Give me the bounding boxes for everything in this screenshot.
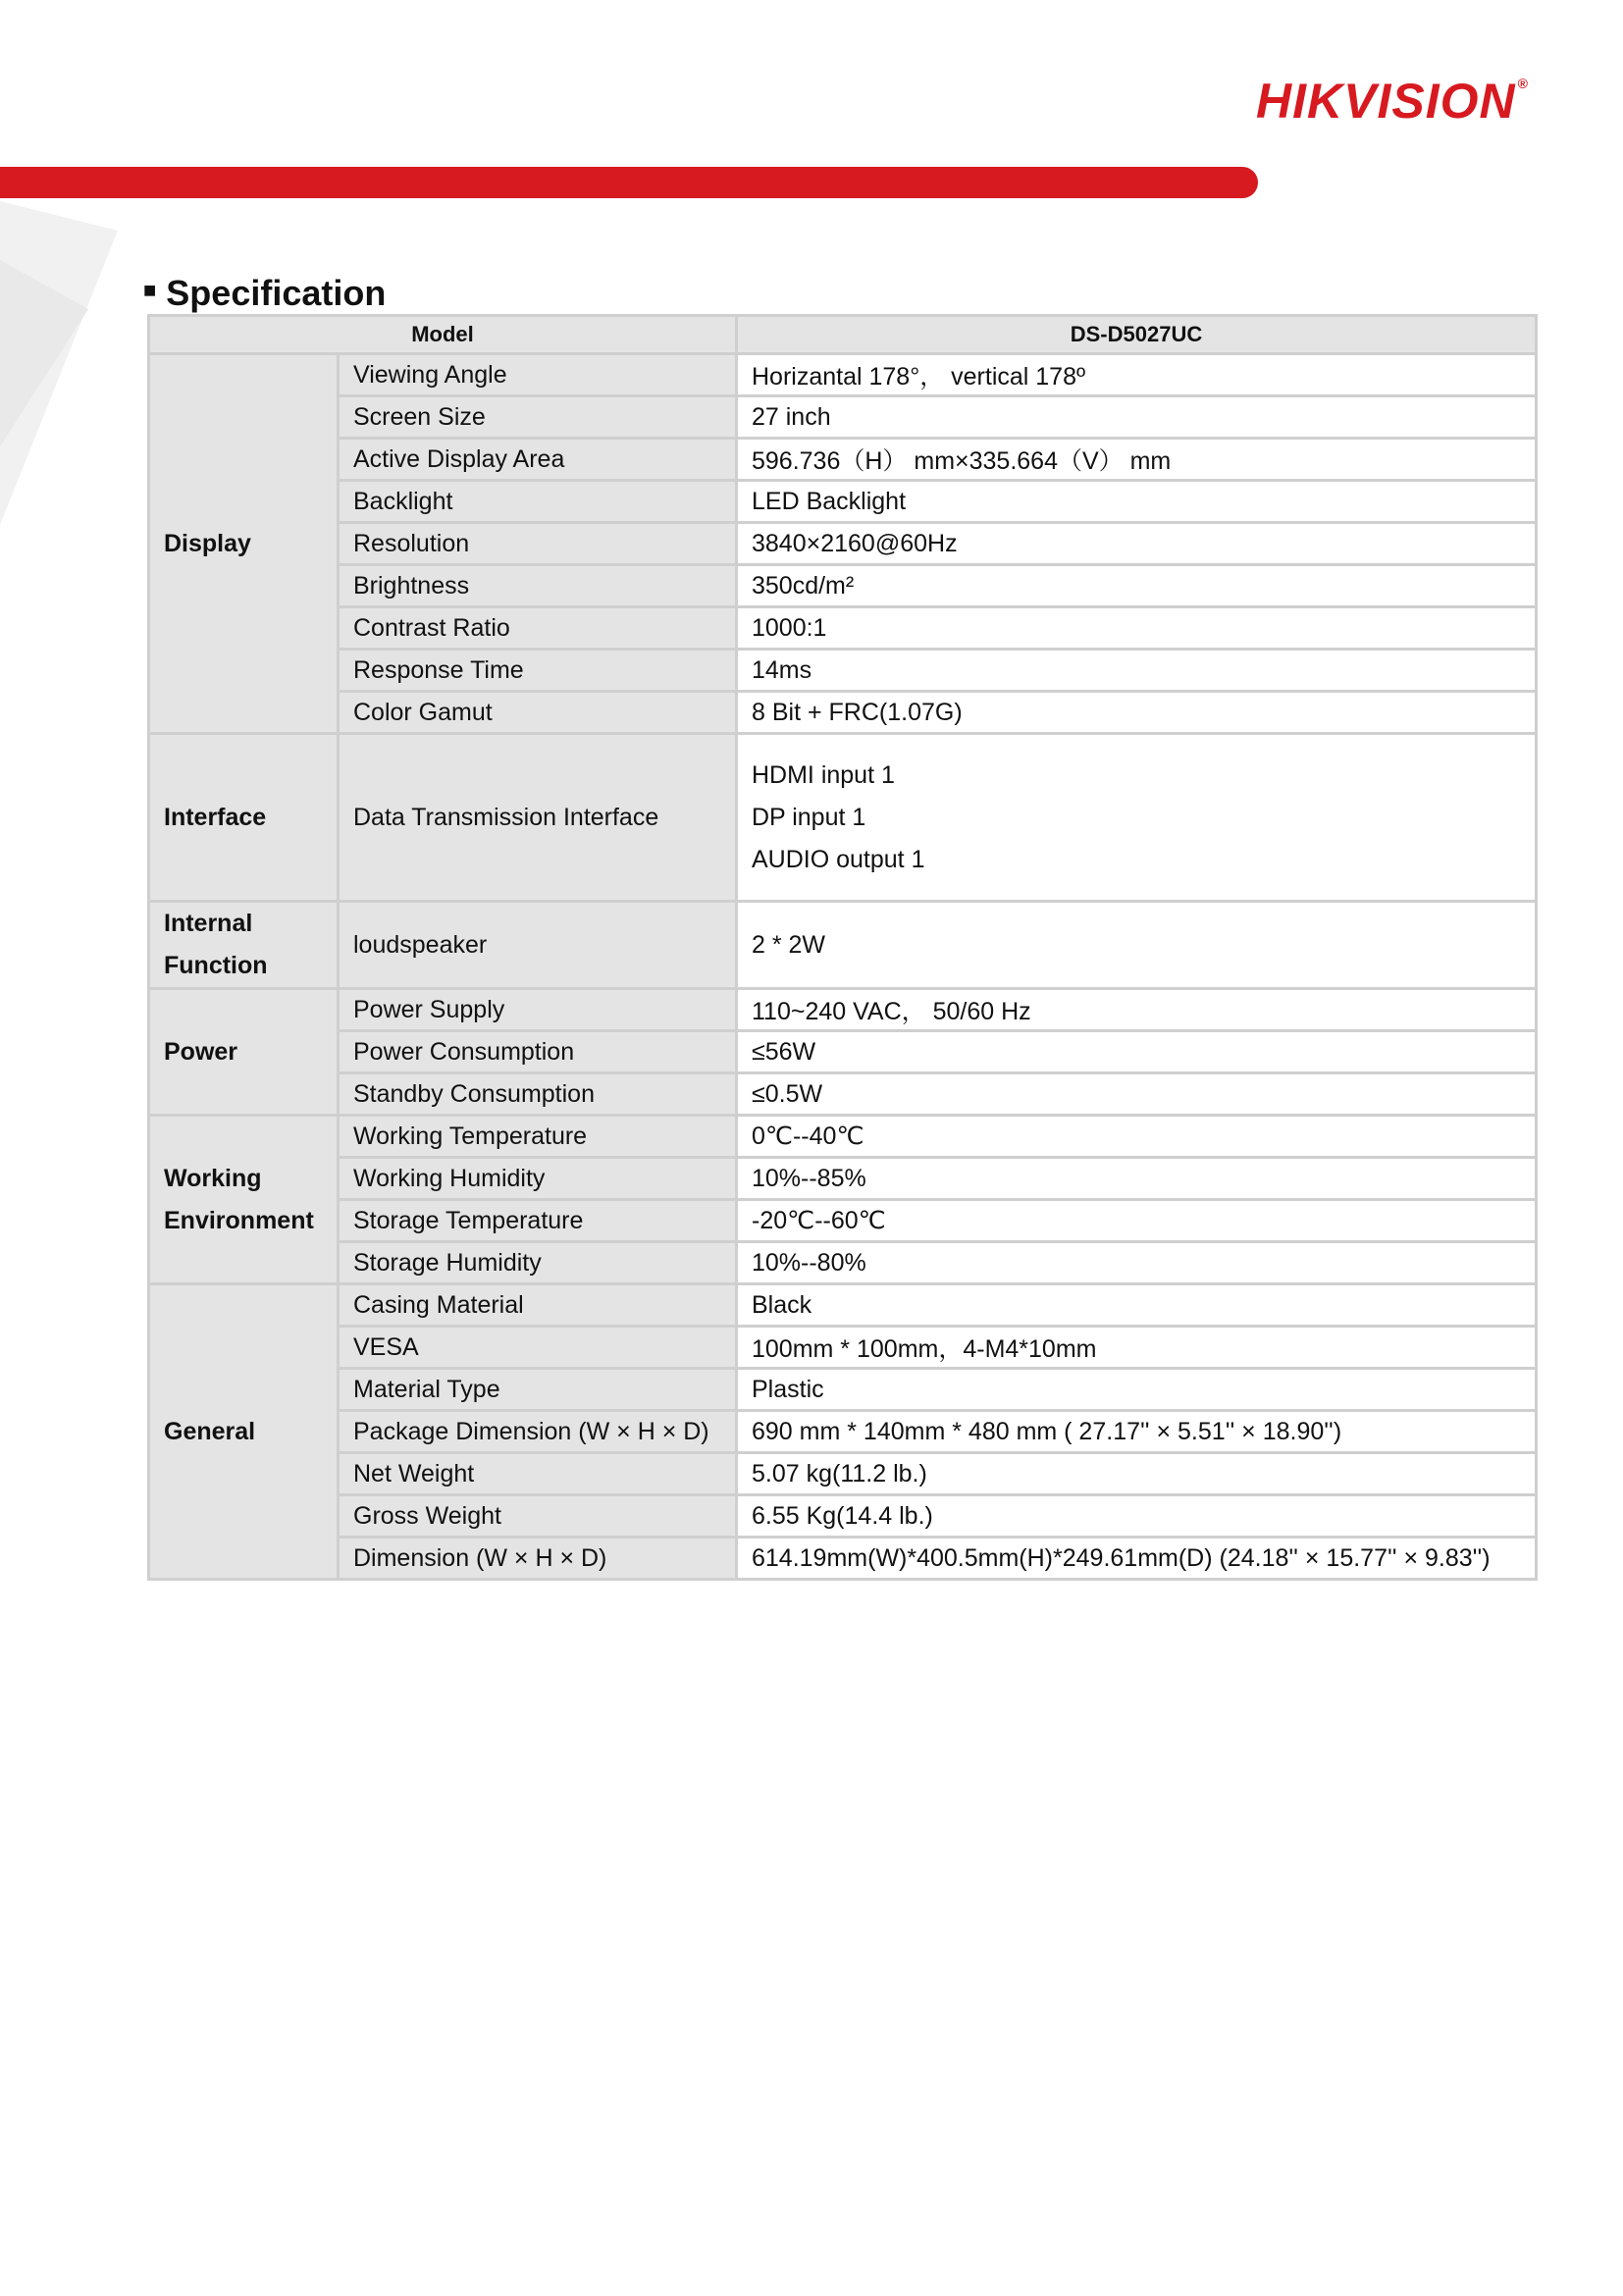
param-value: 100mm * 100mm，4-M4*10mm — [737, 1327, 1537, 1369]
param-value: 27 inch — [737, 396, 1537, 439]
bullet-icon: ■ — [143, 278, 157, 302]
table-row — [149, 439, 1537, 481]
table-row — [149, 1327, 1537, 1369]
param-label: Backlight — [339, 481, 737, 523]
param-label: Screen Size — [339, 396, 737, 439]
table-row — [149, 354, 1537, 396]
param-value: 1000:1 — [737, 607, 1537, 650]
spec-table — [147, 314, 1538, 1581]
param-label: Contrast Ratio — [339, 607, 737, 650]
param-value: 596.736（H） mm×335.664（V） mm — [737, 439, 1537, 481]
table-row — [149, 1495, 1537, 1538]
param-label: Storage Humidity — [339, 1242, 737, 1284]
table-row — [149, 1200, 1537, 1242]
table-row — [149, 989, 1537, 1031]
category-working-environment — [149, 1116, 339, 1284]
interface-item: HDMI input 1 — [752, 760, 895, 789]
param-value: ≤56W — [737, 1031, 1537, 1073]
interface-item: DP input 1 — [752, 803, 866, 831]
table-row — [149, 481, 1537, 523]
category-line: Function — [164, 952, 268, 979]
table-row — [149, 1073, 1537, 1116]
param-label: Storage Temperature — [339, 1200, 737, 1242]
param-value: 5.07 kg(11.2 lb.) — [737, 1453, 1537, 1495]
param-label: Brightness — [339, 565, 737, 607]
param-value: Black — [737, 1284, 1537, 1327]
header-model-value: DS-D5027UC — [737, 316, 1537, 354]
table-row — [149, 1369, 1537, 1411]
trademark-symbol: ® — [1517, 76, 1529, 91]
param-label: Material Type — [339, 1369, 737, 1411]
param-value: -20℃--60℃ — [737, 1200, 1537, 1242]
header-red-bar — [0, 167, 1258, 198]
category-general: General — [149, 1284, 339, 1580]
param-label: Power Supply — [339, 989, 737, 1031]
param-value: 10%--80% — [737, 1242, 1537, 1284]
param-label: Net Weight — [339, 1453, 737, 1495]
param-value: 614.19mm(W)*400.5mm(H)*249.61mm(D) (24.18'' × 15.77'' × 9.83'') — [737, 1538, 1537, 1580]
param-value: 350cd/m² — [737, 565, 1537, 607]
param-label: Resolution — [339, 523, 737, 565]
table-row — [149, 692, 1537, 734]
param-value: 2 * 2W — [737, 902, 1537, 989]
param-value: 6.55 Kg(14.4 lb.) — [737, 1495, 1537, 1538]
table-row — [149, 1116, 1537, 1158]
param-value: Plastic — [737, 1369, 1537, 1411]
param-label: Response Time — [339, 650, 737, 692]
category-interface: Interface — [149, 734, 339, 902]
param-label: Working Temperature — [339, 1116, 737, 1158]
section-heading — [143, 267, 386, 317]
param-label: Viewing Angle — [339, 354, 737, 396]
table-header-row — [149, 316, 1537, 354]
param-value: 14ms — [737, 650, 1537, 692]
param-label: loudspeaker — [339, 902, 737, 989]
param-value: LED Backlight — [737, 481, 1537, 523]
logo-text: HIKVISION — [1256, 74, 1516, 129]
category-line: Internal — [164, 910, 253, 937]
table-row — [149, 902, 1537, 989]
section-title: Specification — [166, 273, 387, 313]
param-label: Color Gamut — [339, 692, 737, 734]
category-power: Power — [149, 989, 339, 1116]
interface-item: AUDIO output 1 — [752, 845, 925, 873]
header-model-label: Model — [149, 316, 737, 354]
category-internal-function — [149, 902, 339, 989]
param-label: Gross Weight — [339, 1495, 737, 1538]
watermark-shape — [0, 201, 128, 525]
table-row — [149, 1284, 1537, 1327]
table-row — [149, 1158, 1537, 1200]
param-label: Standby Consumption — [339, 1073, 737, 1116]
table-row — [149, 1538, 1537, 1580]
table-row — [149, 1242, 1537, 1284]
param-label: Active Display Area — [339, 439, 737, 481]
table-row — [149, 734, 1537, 902]
table-row — [149, 1411, 1537, 1453]
param-label: Package Dimension (W × H × D) — [339, 1411, 737, 1453]
param-label: Casing Material — [339, 1284, 737, 1327]
param-label: Dimension (W × H × D) — [339, 1538, 737, 1580]
param-value: Horizantal 178°， vertical 178º — [737, 354, 1537, 396]
param-label: Data Transmission Interface — [339, 734, 737, 902]
param-label: Working Humidity — [339, 1158, 737, 1200]
param-value: 3840×2160@60Hz — [737, 523, 1537, 565]
param-value: ≤0.5W — [737, 1073, 1537, 1116]
param-value: 110~240 VAC， 50/60 Hz — [737, 989, 1537, 1031]
table-row — [149, 396, 1537, 439]
param-label: Power Consumption — [339, 1031, 737, 1073]
param-value: 8 Bit + FRC(1.07G) — [737, 692, 1537, 734]
param-value: 10%--85% — [737, 1158, 1537, 1200]
table-row — [149, 1031, 1537, 1073]
table-row — [149, 565, 1537, 607]
hikvision-logo — [1256, 74, 1529, 129]
table-row — [149, 1453, 1537, 1495]
table-row — [149, 650, 1537, 692]
table-row — [149, 523, 1537, 565]
param-label: VESA — [339, 1327, 737, 1369]
param-value-list — [737, 734, 1537, 902]
category-line: Working — [164, 1164, 262, 1192]
param-value: 0℃--40℃ — [737, 1116, 1537, 1158]
table-row — [149, 607, 1537, 650]
param-value: 690 mm * 140mm * 480 mm ( 27.17'' × 5.51'' × 18.90'') — [737, 1411, 1537, 1453]
category-display: Display — [149, 354, 339, 734]
category-line: Environment — [164, 1206, 314, 1234]
